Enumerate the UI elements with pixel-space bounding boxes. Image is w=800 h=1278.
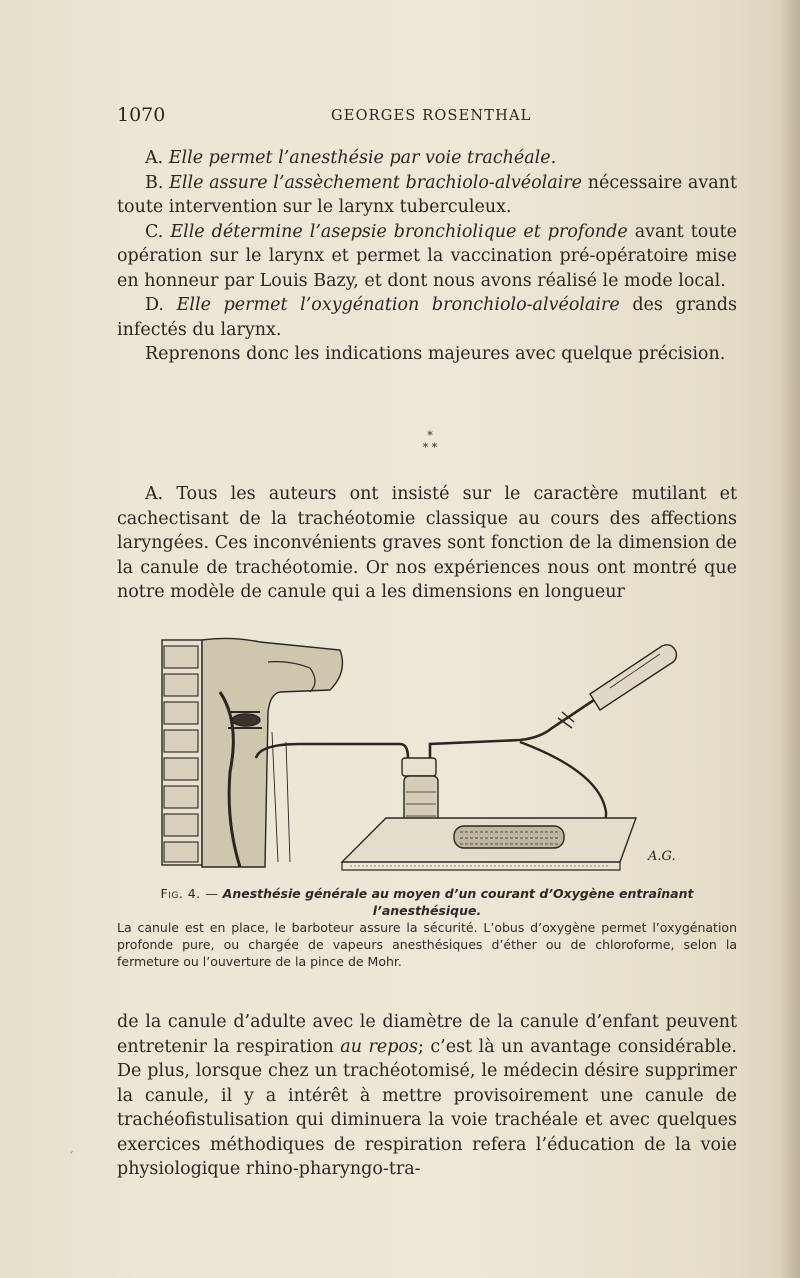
- spine-shadow: [778, 0, 800, 1278]
- item-a: [117, 146, 737, 171]
- cannula-tube: [256, 744, 408, 764]
- anesthesia-apparatus-illustration: [160, 632, 680, 872]
- continuation-text: [117, 1010, 737, 1182]
- figure-caption: [117, 885, 737, 970]
- page-number: 1070: [117, 104, 166, 126]
- item-d-label: D.: [145, 295, 177, 315]
- margin-mark: ´: [68, 1150, 74, 1164]
- continuation-before: de la canule d’adulte avec le diamètre de la canule d’enfant peuvent entretenir la respiration: [117, 1012, 737, 1057]
- section-a-paragraph: A. Tous les auteurs ont insisté sur le caractère mutilant et cachectisant de la trachéotomie classique au cours des affections laryngées. Ces inconvénients graves sont fonction de la dimension de la canule de trachéotomie. Or nos expériences nous ont montré que notre modèle de canule qui a les dimensions en longueur: [117, 484, 737, 602]
- asterism-bottom: * *: [422, 441, 438, 454]
- item-d-rest: des grands infectés du larynx.: [117, 295, 737, 340]
- item-a-label: A.: [145, 148, 169, 168]
- item-c: [117, 220, 737, 294]
- continuation-paragraph: [117, 1010, 737, 1182]
- continuation-italic: au repos: [340, 1036, 418, 1057]
- continuation-after: ; c’est là un avantage considérable. De plus, lorsque chez un trachéotomisé, le médecin désire supprimer la canule, il y a intérêt à mettre provisoirement une canule de trachéofistulisation qui diminuera la voie trachéale et avec quelques exercices méthodiques de respiration refera l’éducation de la voie physiologique rhino-pharyngo-tra-: [117, 1036, 737, 1179]
- item-b-italic: Elle assure l’assèchement brachiolo-alvéolaire: [169, 172, 582, 193]
- item-c-italic: Elle détermine l’asepsie bronchiolique et profonde: [170, 221, 628, 242]
- resume-paragraph: Reprenons donc les indications majeures avec quelque précision.: [145, 344, 726, 364]
- indications-list: [117, 146, 737, 367]
- oxygen-cylinder: [590, 645, 676, 710]
- caption-title-text: Anesthésie générale au moyen d’un courant d’Oxygène entraînant l’anesthésique.: [222, 886, 694, 918]
- bottle-neck: [402, 758, 436, 776]
- page-header: [117, 104, 731, 130]
- item-d: [117, 293, 737, 342]
- oxygen-tube: [430, 696, 600, 758]
- item-b: [117, 171, 737, 220]
- asterism-separator: [410, 430, 450, 456]
- figure-label: Fig. 4. —: [160, 886, 223, 901]
- item-d-italic: Elle permet l’oxygénation bronchiolo-alvéolaire: [176, 295, 620, 315]
- section-a: [117, 482, 737, 605]
- vaporizer: [454, 826, 564, 848]
- item-b-rest: nécessaire avant toute intervention sur le larynx tuberculeux.: [117, 172, 737, 217]
- item-c-label: C.: [145, 221, 171, 242]
- item-a-text: Elle permet l’anesthésie par voie trachéale.: [168, 148, 557, 168]
- artist-signature: A.G.: [648, 849, 676, 864]
- running-head: GEORGES ROSENTHAL: [331, 108, 532, 124]
- asterism-top: *: [427, 429, 433, 442]
- caption-title: [117, 885, 737, 919]
- item-b-label: B.: [145, 172, 170, 193]
- item-c-rest: avant toute opération sur le larynx et permet la vaccination pré-opératoire mise en honneur par Louis Bazy, et dont nous avons réalisé le mode local.: [117, 221, 737, 291]
- neck-tissue: [202, 638, 342, 867]
- caption-body: La canule est en place, le barboteur assure la sécurité. L’obus d’oxygène permet l’oxygénation profonde pure, ou chargée de vapeurs anesthésiques d’éther ou de chloroforme, selon la fermeture ou l’ouverture de la pince de Mohr.: [117, 920, 737, 969]
